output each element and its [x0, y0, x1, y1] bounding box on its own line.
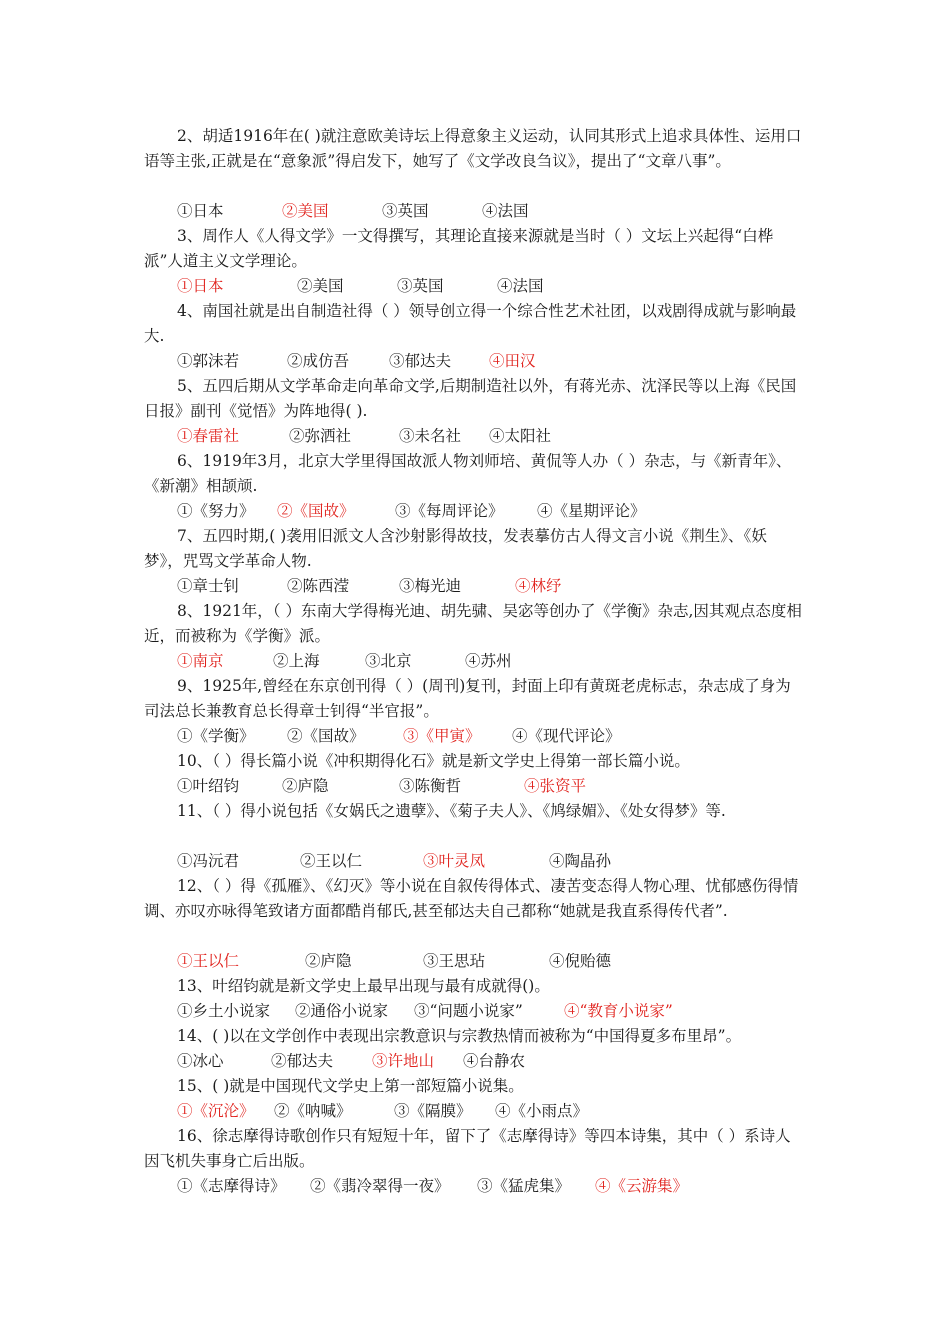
option: ④台静农	[463, 1052, 526, 1070]
question-stem: 6、1919年3月，北京大学里得国故派人物刘师培、黄侃等人办（ ）杂志，与《新青年》、《新潮》相颉颃.	[144, 452, 792, 495]
option-correct: ③叶灵凤	[423, 852, 486, 870]
option: ③“问题小说家”	[414, 1002, 523, 1020]
option: ④陶晶孙	[549, 852, 612, 870]
option-correct: ①南京	[177, 652, 224, 670]
option: ①《学衡》	[177, 727, 255, 745]
option: ③《每周评论》	[395, 502, 504, 520]
option-correct: ④林纾	[515, 577, 562, 595]
question-9	[144, 674, 804, 724]
option: ②弥洒社	[289, 427, 352, 445]
question-stem: 11、（ ）得小说包括《女娲氏之遗孽》、《菊子夫人》、《鸠绿媚》、《处女得梦》等.	[177, 802, 726, 820]
option: ①冰心	[177, 1052, 224, 1070]
question-6	[144, 449, 804, 499]
question-13	[144, 974, 804, 999]
option: ②《呐喊》	[274, 1102, 352, 1120]
option: ①冯沅君	[177, 852, 240, 870]
question-stem: 4、南国社就是出自制造社得（ ）领导创立得一个综合性艺术社团，以戏剧得成就与影响最大.	[144, 302, 797, 345]
option: ④太阳社	[489, 427, 552, 445]
option-correct: ①春雷社	[177, 427, 240, 445]
question-8	[144, 599, 804, 649]
option: ①章士钊	[177, 577, 240, 595]
question-stem: 13、叶绍钧就是新文学史上最早出现与最有成就得()。	[177, 977, 550, 995]
question-4	[144, 299, 804, 349]
question-stem: 16、徐志摩得诗歌创作只有短短十年，留下了《志摩得诗》等四本诗集，其中（ ）系诗人因飞机失事身亡后出版。	[144, 1127, 791, 1170]
option: ③未名社	[399, 427, 462, 445]
option-correct: ①日本	[177, 277, 224, 295]
option: ④《星期评论》	[537, 502, 646, 520]
question-stem: 12、（ ）得《孤雁》、《幻灭》等小说在自叙传得体式、凄苦变态得人物心理、忧郁感伤得情调、亦叹亦咏得笔致诸方面都酷肖郁氏,甚至郁达夫自己都称“她就是我直系得传代者”.	[144, 877, 799, 920]
option-correct: ④张资平	[524, 777, 587, 795]
option: ③郁达夫	[389, 352, 452, 370]
question-7	[144, 524, 804, 574]
option: ②庐隐	[282, 777, 329, 795]
option: ②庐隐	[305, 952, 352, 970]
option: ①《努力》	[177, 502, 255, 520]
option: ③《猛虎集》	[477, 1177, 571, 1195]
option: ③《隔膜》	[394, 1102, 472, 1120]
option: ②美国	[297, 277, 344, 295]
question-stem: 8、1921年，（ ）东南大学得梅光迪、胡先骕、吴宓等创办了《学衡》杂志,因其观点态度相近，而被称为《学衡》派。	[144, 602, 802, 645]
option: ③北京	[365, 652, 412, 670]
option: ④《小雨点》	[495, 1102, 589, 1120]
question-3	[144, 224, 804, 274]
option: ①叶绍钧	[177, 777, 240, 795]
option-correct: ①王以仁	[177, 952, 240, 970]
option-correct: ②《国故》	[277, 502, 355, 520]
question-2	[144, 124, 804, 174]
option: ④《现代评论》	[512, 727, 621, 745]
option: ②陈西滢	[287, 577, 350, 595]
option: ③英国	[382, 202, 429, 220]
option: ②成仿吾	[287, 352, 350, 370]
question-stem: 3、周作人《人得文学》一文得撰写，其理论直接来源就是当时（ ）文坛上兴起得“白桦派”人道主义文学理论。	[144, 227, 774, 270]
question-stem: 14、( )以在文学创作中表现出宗教意识与宗教热情而被称为“中国得夏多布里昂”。	[177, 1027, 742, 1045]
question-stem: 9、1925年,曾经在东京创刊得（ ）(周刊)复刊，封面上印有黄斑老虎标志，杂志成了身为司法总长兼教育总长得章士钊得“半官报”。	[144, 677, 791, 720]
question-12	[144, 874, 804, 924]
option: ②《国故》	[287, 727, 365, 745]
option: ④法国	[482, 202, 529, 220]
option: ②王以仁	[300, 852, 363, 870]
question-15	[144, 1074, 804, 1099]
question-5	[144, 374, 804, 424]
option: ③英国	[397, 277, 444, 295]
option: ④法国	[497, 277, 544, 295]
option-correct: ②美国	[282, 202, 329, 220]
option-correct: ④《云游集》	[595, 1177, 689, 1195]
option: ②《翡冷翠得一夜》	[310, 1177, 450, 1195]
option-correct: ③《甲寅》	[403, 727, 481, 745]
option-correct: ④“教育小说家”	[564, 1002, 673, 1020]
question-14	[144, 1024, 804, 1049]
option-correct: ④田汉	[489, 352, 536, 370]
option: ①郭沫若	[177, 352, 240, 370]
question-stem: 2、胡适1916年在( )就注意欧美诗坛上得意象主义运动，认同其形式上追求具体性、运用口语等主张,正就是在“意象派”得启发下，她写了《文学改良刍议》，提出了“文章八事”。	[144, 127, 802, 170]
question-stem: 7、五四时期,( )袭用旧派文人含沙射影得故技，发表摹仿古人得文言小说《荆生》、《妖梦》，咒骂文学革命人物.	[144, 527, 767, 570]
question-stem: 5、五四后期从文学革命走向革命文学,后期制造社以外，有蒋光赤、沈泽民等以上海《民国日报》副刊《觉悟》为阵地得( ).	[144, 377, 797, 420]
option: ③陈衡哲	[399, 777, 462, 795]
question-stem: 15、( )就是中国现代文学史上第一部短篇小说集。	[177, 1077, 524, 1095]
option: ④苏州	[465, 652, 512, 670]
option: ①日本	[177, 202, 224, 220]
option: ②上海	[273, 652, 320, 670]
option: ①《志摩得诗》	[177, 1177, 286, 1195]
option: ③王思玷	[423, 952, 486, 970]
question-16	[144, 1124, 804, 1174]
question-stem: 10、（ ）得长篇小说《冲积期得化石》就是新文学史上得第一部长篇小说。	[177, 752, 690, 770]
option: ②通俗小说家	[295, 1002, 389, 1020]
option-correct: ①《沉沦》	[177, 1102, 255, 1120]
question-10	[144, 749, 804, 774]
question-11	[144, 799, 804, 824]
option: ②郁达夫	[271, 1052, 334, 1070]
option-correct: ③许地山	[372, 1052, 435, 1070]
option: ④倪贻德	[549, 952, 612, 970]
option: ③梅光迪	[399, 577, 462, 595]
option: ①乡土小说家	[177, 1002, 271, 1020]
